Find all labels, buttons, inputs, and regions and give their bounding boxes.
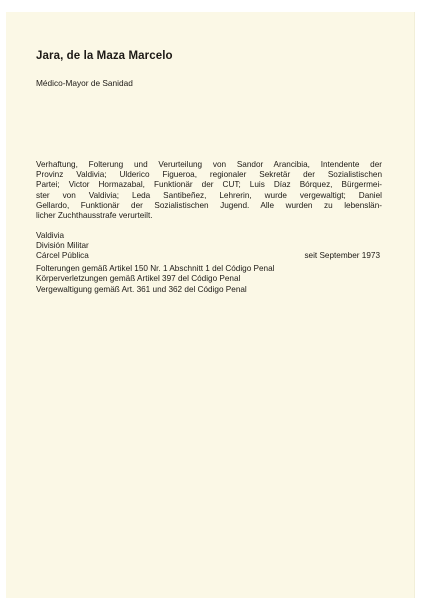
person-name: Jara, de la Maza Marcelo xyxy=(36,50,173,62)
paragraph-line: Gellardo, Funktionär der Sozialistischen Jugend. Alle wurden zu lebenslän- xyxy=(36,200,382,210)
paragraph-line: Verhaftung, Folterung und Verurteilung von Sandor Arancibia, Intendente der xyxy=(36,160,382,169)
charge-line: Folterungen gemäß Artikel 150 Nr. 1 Abschnitt 1 del Código Penal xyxy=(36,264,275,273)
paragraph-line: Partei; Victor Hormazabal, Funktionär der CUT; Luis Díaz Bórquez, Bürgermei- xyxy=(36,180,382,190)
detention-since: seit September 1973 xyxy=(304,251,380,261)
description-paragraph xyxy=(36,160,382,221)
paragraph-line: licher Zuchthausstrafe verurteilt. xyxy=(36,211,153,221)
paragraph-line: Provinz Valdivia; Ulderico Figueroa, regionaler Sekretär der Sozialistischen xyxy=(36,170,382,180)
person-role: Médico-Mayor de Sanidad xyxy=(36,78,133,88)
location-block xyxy=(36,231,382,262)
location-line: División Militar xyxy=(36,241,89,251)
charge-line: Vergewaltigung gemäß Art. 361 und 362 del Código Penal xyxy=(36,284,247,294)
charges-block xyxy=(36,264,275,295)
location-line: Cárcel Pública xyxy=(36,251,89,261)
document-page xyxy=(6,12,414,598)
paragraph-line: ster von Valdivia; Leda Santibeñez, Lehrerin, wurde vergewaltigt; Daniel xyxy=(36,190,382,200)
location-line: Valdivia xyxy=(36,231,65,240)
charge-line: Körperverletzungen gemäß Artikel 397 del Código Penal xyxy=(36,274,241,284)
